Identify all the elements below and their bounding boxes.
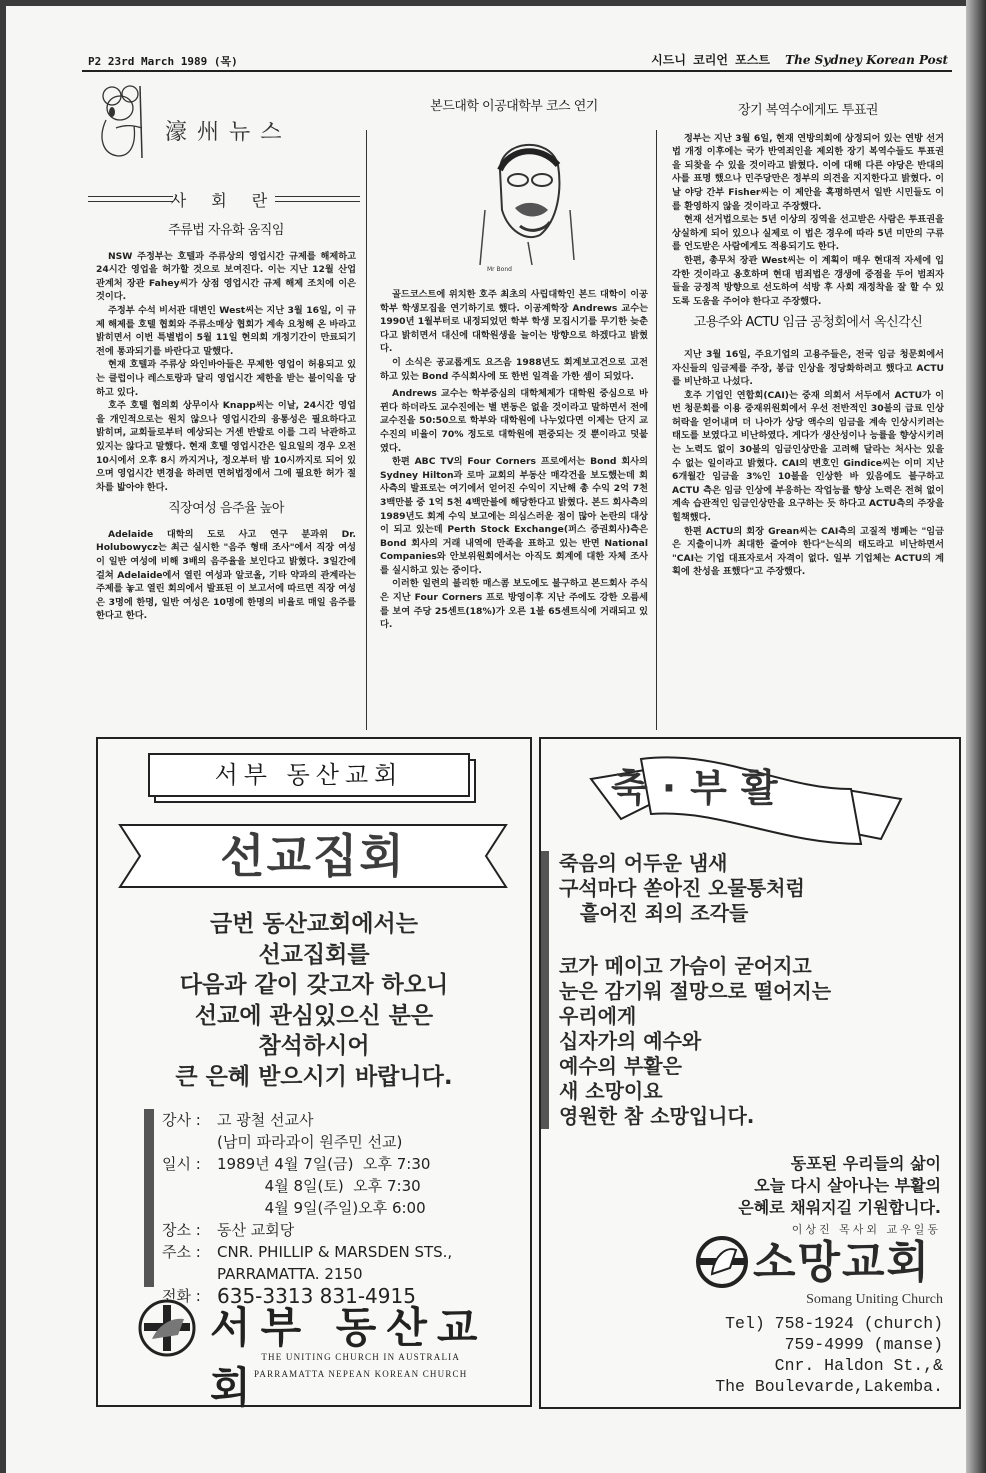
pastor-signature: 이상진 목사외 교우일동 bbox=[791, 1223, 941, 1236]
article-title: 장기 복역수에게도 투표권 bbox=[738, 103, 878, 118]
invitation-line: 금번 동산교회에서는 bbox=[210, 911, 418, 937]
contact-phone-manse: 759-4999 (manse) bbox=[784, 1335, 943, 1354]
poem-line: 십자가의 예수와 bbox=[559, 1029, 702, 1053]
advertisement-easter-greeting bbox=[539, 737, 961, 1409]
detail-row: 주소 : CNR. PHILLIP & MARSDEN STS., bbox=[162, 1243, 453, 1261]
column-divider bbox=[366, 130, 367, 730]
koala-icon bbox=[96, 82, 156, 162]
poem-line: 새 소망이요 bbox=[559, 1079, 663, 1103]
poem-stanza-break bbox=[559, 926, 831, 954]
section-bar bbox=[88, 188, 360, 208]
article-paragraph: NSW 주정부는 호텔과 주류상의 영업시간 규제를 해제하고 24시간 영업을 허가할 것으로 보여진다. 이는 지난 12월 산업 관계처 장관 Fahey씨가 상점 영업시간 규제 해제 조치에 이은 것이다. bbox=[96, 250, 356, 303]
detail-row: 일시 : 1989년 4월 7일(금) 오후 7:30 bbox=[162, 1155, 431, 1173]
somang-church-name: 소망교회 bbox=[753, 1237, 932, 1288]
invitation-line: 참석하시어 bbox=[258, 1033, 370, 1059]
masthead bbox=[651, 51, 948, 68]
detail-row: 장소 : 동산 교회당 bbox=[162, 1221, 295, 1239]
somang-church-english-name: Somang Uniting Church bbox=[806, 1292, 943, 1307]
easter-poem bbox=[541, 851, 831, 1129]
column-divider bbox=[656, 130, 657, 730]
image-caption: Mr Bond bbox=[487, 266, 512, 273]
article-paragraph: 골드코스트에 위치한 호주 최초의 사립대학인 본드 대학이 이공학부 학생모집을 연기하기로 했다. 이공계학장 Andrews 교수는 1990년 1월부터로 내정되었던 학부 학생 모집시기를 무기한 늦춘다고 밝히면서 대신에 대학원생을 늘이는 방향으로 하겠다고 밝혔다. bbox=[380, 289, 648, 355]
invitation-line: 선교집회를 bbox=[258, 941, 370, 968]
article-title: 본드대학 이공대학부 코스 연기 bbox=[430, 99, 598, 114]
poem-line: 구석마다 쏟아진 오물통처럼 bbox=[559, 876, 805, 900]
article-paragraph: 한편 ABC TV의 Four Corners 프로에서는 Bond 회사의 Sydney Hilton과 로마 교회의 부동산 매각건을 보도했는데 회사측의 발표로는 여기에서 얻어진 수익이 지난해 총 수익 2억 7천 3백만불 중 1억 5천 4백만불에 해당한다고 밝혔다. 본드 회사측의 1989년도 회계 수익 보고에는 의심스러운 점이 많아 논란의 대상이 되고 있는데 Perth Stock Exchange(퍼스 증권회사)측은 Bond 회사의 거래 내역에 만족을 표하고 있는 반면 National Companies와 안보위원회에서는 아직도 회계에 대한 자체 조사를 실시하고 있는 중이다. bbox=[380, 456, 648, 576]
poem-line: 우리에게 bbox=[559, 1004, 637, 1028]
page-edge-shadow bbox=[966, 0, 986, 1473]
article-title: 고용주와 ACTU 임금 공청회에서 옥신각신 bbox=[693, 315, 923, 331]
article-paragraph: Andrews 교수는 학부중심의 대학체제가 대학원 중심으로 바뀐다 하더라도 교수진에는 별 변동은 없을 것이라고 말하면서 전에 교수진을 50:50으로 학부와 대학원에 나누었다면 이제는 단지 교수진의 비율이 70% 정도로 대학원에 편중되는 것 뿐이라고 덧붙였다. bbox=[380, 388, 648, 454]
advertisement-mission-rally bbox=[96, 737, 532, 1412]
section-logo-title: 濠州뉴스 bbox=[165, 120, 292, 145]
phone-numbers: 635-3313 831-4915 bbox=[217, 1284, 416, 1308]
article-paragraph: 호주 기업인 연합회(CAI)는 중재 의회서 서두에서 ACTU가 이번 청문회를 이용 중재위원회에서 우선 전반적인 30불의 급료 인상 허락을 얻어내며 더 나아가 상당 액수의 임금을 계속 인상시키려는 태도를 보였다고 비난하였다. 게다가 생산성이나 능률을 향상시키려는 노력도 없이 30불의 임금인상만을 고려해 달라는 처사는 있을 수 없는 일이라고 밝혔다. CAI의 변호인 Gindice씨는 이미 지난 6개월간 임금을 3%인 10불을 인상한 바 있음에도 불구하고 ACTU 측은 임금 인상에 부응하는 작업능률 향상 노력은 전혀 없이 계속 습관적인 임금인상만을 요구하는 듯 하다고 ACTU측의 주장을 힐책했다. bbox=[672, 389, 944, 524]
column-1 bbox=[96, 224, 356, 623]
invitation-text bbox=[98, 909, 530, 1092]
detail-row: (남미 파라과이 원주민 선교) bbox=[217, 1133, 403, 1151]
poem-line: 예수의 부활은 bbox=[559, 1054, 682, 1078]
church-contact bbox=[715, 1313, 943, 1397]
column-3 bbox=[672, 104, 944, 579]
page-date: P2 23rd March 1989 (목) bbox=[88, 55, 238, 68]
poem-line: 영원한 참 소망입니다. bbox=[559, 1104, 755, 1128]
event-title: 선교집회 bbox=[220, 829, 406, 883]
article-paragraph: 이러한 일련의 불리한 매스콤 보도에도 불구하고 본드회사 주식은 지난 Four Corners 프로 방영이후 지난 주에도 강한 오름세를 보여 주당 25센트(18%)가 오른 1불 65센트식에 거래되고 있다. bbox=[380, 578, 648, 631]
easter-banner-text: 축·부활 bbox=[611, 766, 792, 810]
detail-row: 강사 : 고 광철 선교사 bbox=[162, 1111, 314, 1129]
uniting-church-logo-icon bbox=[138, 1299, 196, 1357]
article-paragraph: 현재 호텔과 주류상 와인바아들은 무제한 영업이 허용되고 있는 클럽이나 레스토랑과 달리 영업시간 제한을 받는 불이익을 당하고 있다. bbox=[96, 359, 356, 398]
article-paragraph: 현재 선거법으로는 5년 이상의 징역을 선고받은 사람은 투표권을 상실하게 되어 있으나 실제로 이 법은 경우에 따라 5년 미만의 구류를 언도받은 사람에게도 적용되기도 한다. bbox=[672, 214, 944, 253]
contact-phone-church: Tel) 758-1924 (church) bbox=[725, 1314, 943, 1333]
article-paragraph: 한편, 총무처 장관 West씨는 이 계획이 매우 현대적 자세에 입각한 것이라고 옹호하며 현대 범죄법은 갱생에 중점을 두어 범죄자들을 긍정적 방향으로 선도하여 석방 후 사회 재정착을 잘 할 수 있도록 도움을 주어야 한다고 주장했다. bbox=[672, 254, 944, 307]
poem-line: 흩어진 죄의 조각들 bbox=[559, 901, 749, 925]
detail-row: PARRAMATTA. 2150 bbox=[217, 1265, 363, 1283]
section-name: 사 회 란 bbox=[170, 191, 278, 210]
mr-bond-caricature-image bbox=[470, 130, 580, 265]
article-paragraph: 지난 3월 16일, 주요기업의 고용주들은, 전국 임금 청문회에서 자신들의 임금제를 주장, 봉급 인상을 정당화하려고 했다고 ACTU를 비난하고 나섰다. bbox=[672, 348, 944, 388]
church-name: 서부 동산교회 bbox=[210, 1303, 488, 1412]
paper-name-english: The Sydney Korean Post bbox=[785, 53, 948, 67]
article-paragraph: Adelaide 대학의 도로 사고 연구 분과위 Dr. Holubowycz는 최근 실시한 "음주 형태 조사"에서 직장 여성이 일반 여성에 비해 3배의 음주율을 보인다고 밝혔다. 3일간에 걸쳐 Adelaide에서 열린 여성과 알코올, 기타 약과의 관계라는 주제를 놓고 열린 회의에서 발표된 이 보고서에 따르면 직장 여성은 3명에 한명, 일반 여성은 10명에 한명의 비율로 매일 음주를 한다고 한다. bbox=[96, 528, 356, 622]
article-paragraph: 한편 ACTU의 회장 Grean씨는 CAI측의 고질적 병폐는 "임금은 지출이니까 최대한 줄여야 한다"는식의 태도라고 비난하면서 "CAI는 기업 대표자로서 자격이 없다. 일부 기업체는 ACTU의 계획에 찬성을 표했다"고 주장했다. bbox=[672, 525, 944, 578]
church-banner: 서부 동산교회 bbox=[148, 753, 470, 797]
somang-church-logo-icon bbox=[696, 1236, 748, 1288]
invitation-line: 다음과 같이 갖고자 하오니 bbox=[179, 972, 449, 998]
greeting-text: 동포된 우리들의 삶이 오늘 다시 살아나는 부활의 은혜로 채워지길 기원합니다. bbox=[738, 1154, 941, 1217]
article-paragraph: 호주 호텔 협의회 상무이사 Knapp씨는 이날, 24시간 영업을 개인적으로는 원치 않으나 영업시간의 융통성은 필요하다고 밝히며, 교회들로부터 예상되는 거센 반발로 이를 그리 낙관하고 있지는 않다고 말했다. 현재 호텔 영업시간은 일요일의 경우 오전 10시에서 오후 8시 까지거나, 정오부터 밤 10시까지로 되어 있으며 영업시간 변경을 하려면 면허법정에서 그에 필요한 허가 절차를 밟아야 한다. bbox=[96, 400, 356, 493]
column-2 bbox=[380, 100, 648, 114]
invitation-line: 큰 은혜 받으시기 바랍니다. bbox=[175, 1063, 453, 1090]
event-details bbox=[144, 1109, 512, 1308]
poem-line: 눈은 감기워 절망으로 떨어지는 bbox=[559, 979, 832, 1003]
detail-row: 4월 8일(토) 오후 7:30 bbox=[217, 1177, 421, 1195]
contact-address: The Boulevarde,Lakemba. bbox=[715, 1377, 943, 1396]
article-paragraph: 정부는 지난 3월 6일, 현재 연방의회에 상정되어 있는 연방 선거법 개정 이후에는 국가 반역죄인을 제외한 장기 복역수들도 투표권을 되찾을 수 있을 것이라고 밝혔다. 이에 대해 다른 야당은 반대의사를 표명 했으나 민주당만은 정부의 의견을 지지한다고 밝혔다. 이날 야당 간부 Fisher씨는 이 제안을 혹평하면서 일반 시민들도 이를 환영하지 않을 것이라고 주장했다. bbox=[672, 132, 944, 212]
church-english-name: THE UNITING CHURCH IN AUSTRALIA PARRAMATTA NEPEAN KOREAN CHURCH bbox=[254, 1352, 468, 1379]
contact-address: Cnr. Haldon St.,& bbox=[774, 1356, 943, 1375]
invitation-line: 선교에 관심있으신 분은 bbox=[194, 1002, 434, 1029]
poem-line: 죽음의 어두운 냄새 bbox=[559, 851, 728, 875]
column-2-body bbox=[380, 288, 648, 632]
page-header bbox=[82, 50, 952, 72]
article-title: 직장여성 음주율 높아 bbox=[168, 501, 284, 517]
detail-row: 4월 9일(주일)오후 6:00 bbox=[217, 1199, 426, 1217]
phone-row: 전화 : 635-3313 831-4915 bbox=[162, 1285, 512, 1307]
article-paragraph: 이 소식은 공교롭게도 요즈음 1988년도 회계보고건으로 고전하고 있는 Bond 주식회사에 또 한번 일격을 가한 셈이 되었다. bbox=[380, 356, 648, 382]
poem-line: 코가 메이고 가슴이 굳어지고 bbox=[559, 954, 812, 978]
section-rule-right bbox=[275, 196, 360, 202]
article-title: 주류법 자유화 움직임 bbox=[168, 223, 284, 238]
paper-name-korean: 시드니 코리언 포스트 bbox=[651, 53, 770, 67]
article-paragraph: 주정부 수석 비서관 대변인 West씨는 지난 3월 16일, 이 규제 해제를 호텔 협회와 주류소매상 협회가 계속 요청해 온 바라고 밝히면서 이번 특별법이 5월 11일 현의회 개정기간이 만료되기전에 통과되기를 바란다고 말했다. bbox=[96, 304, 356, 357]
